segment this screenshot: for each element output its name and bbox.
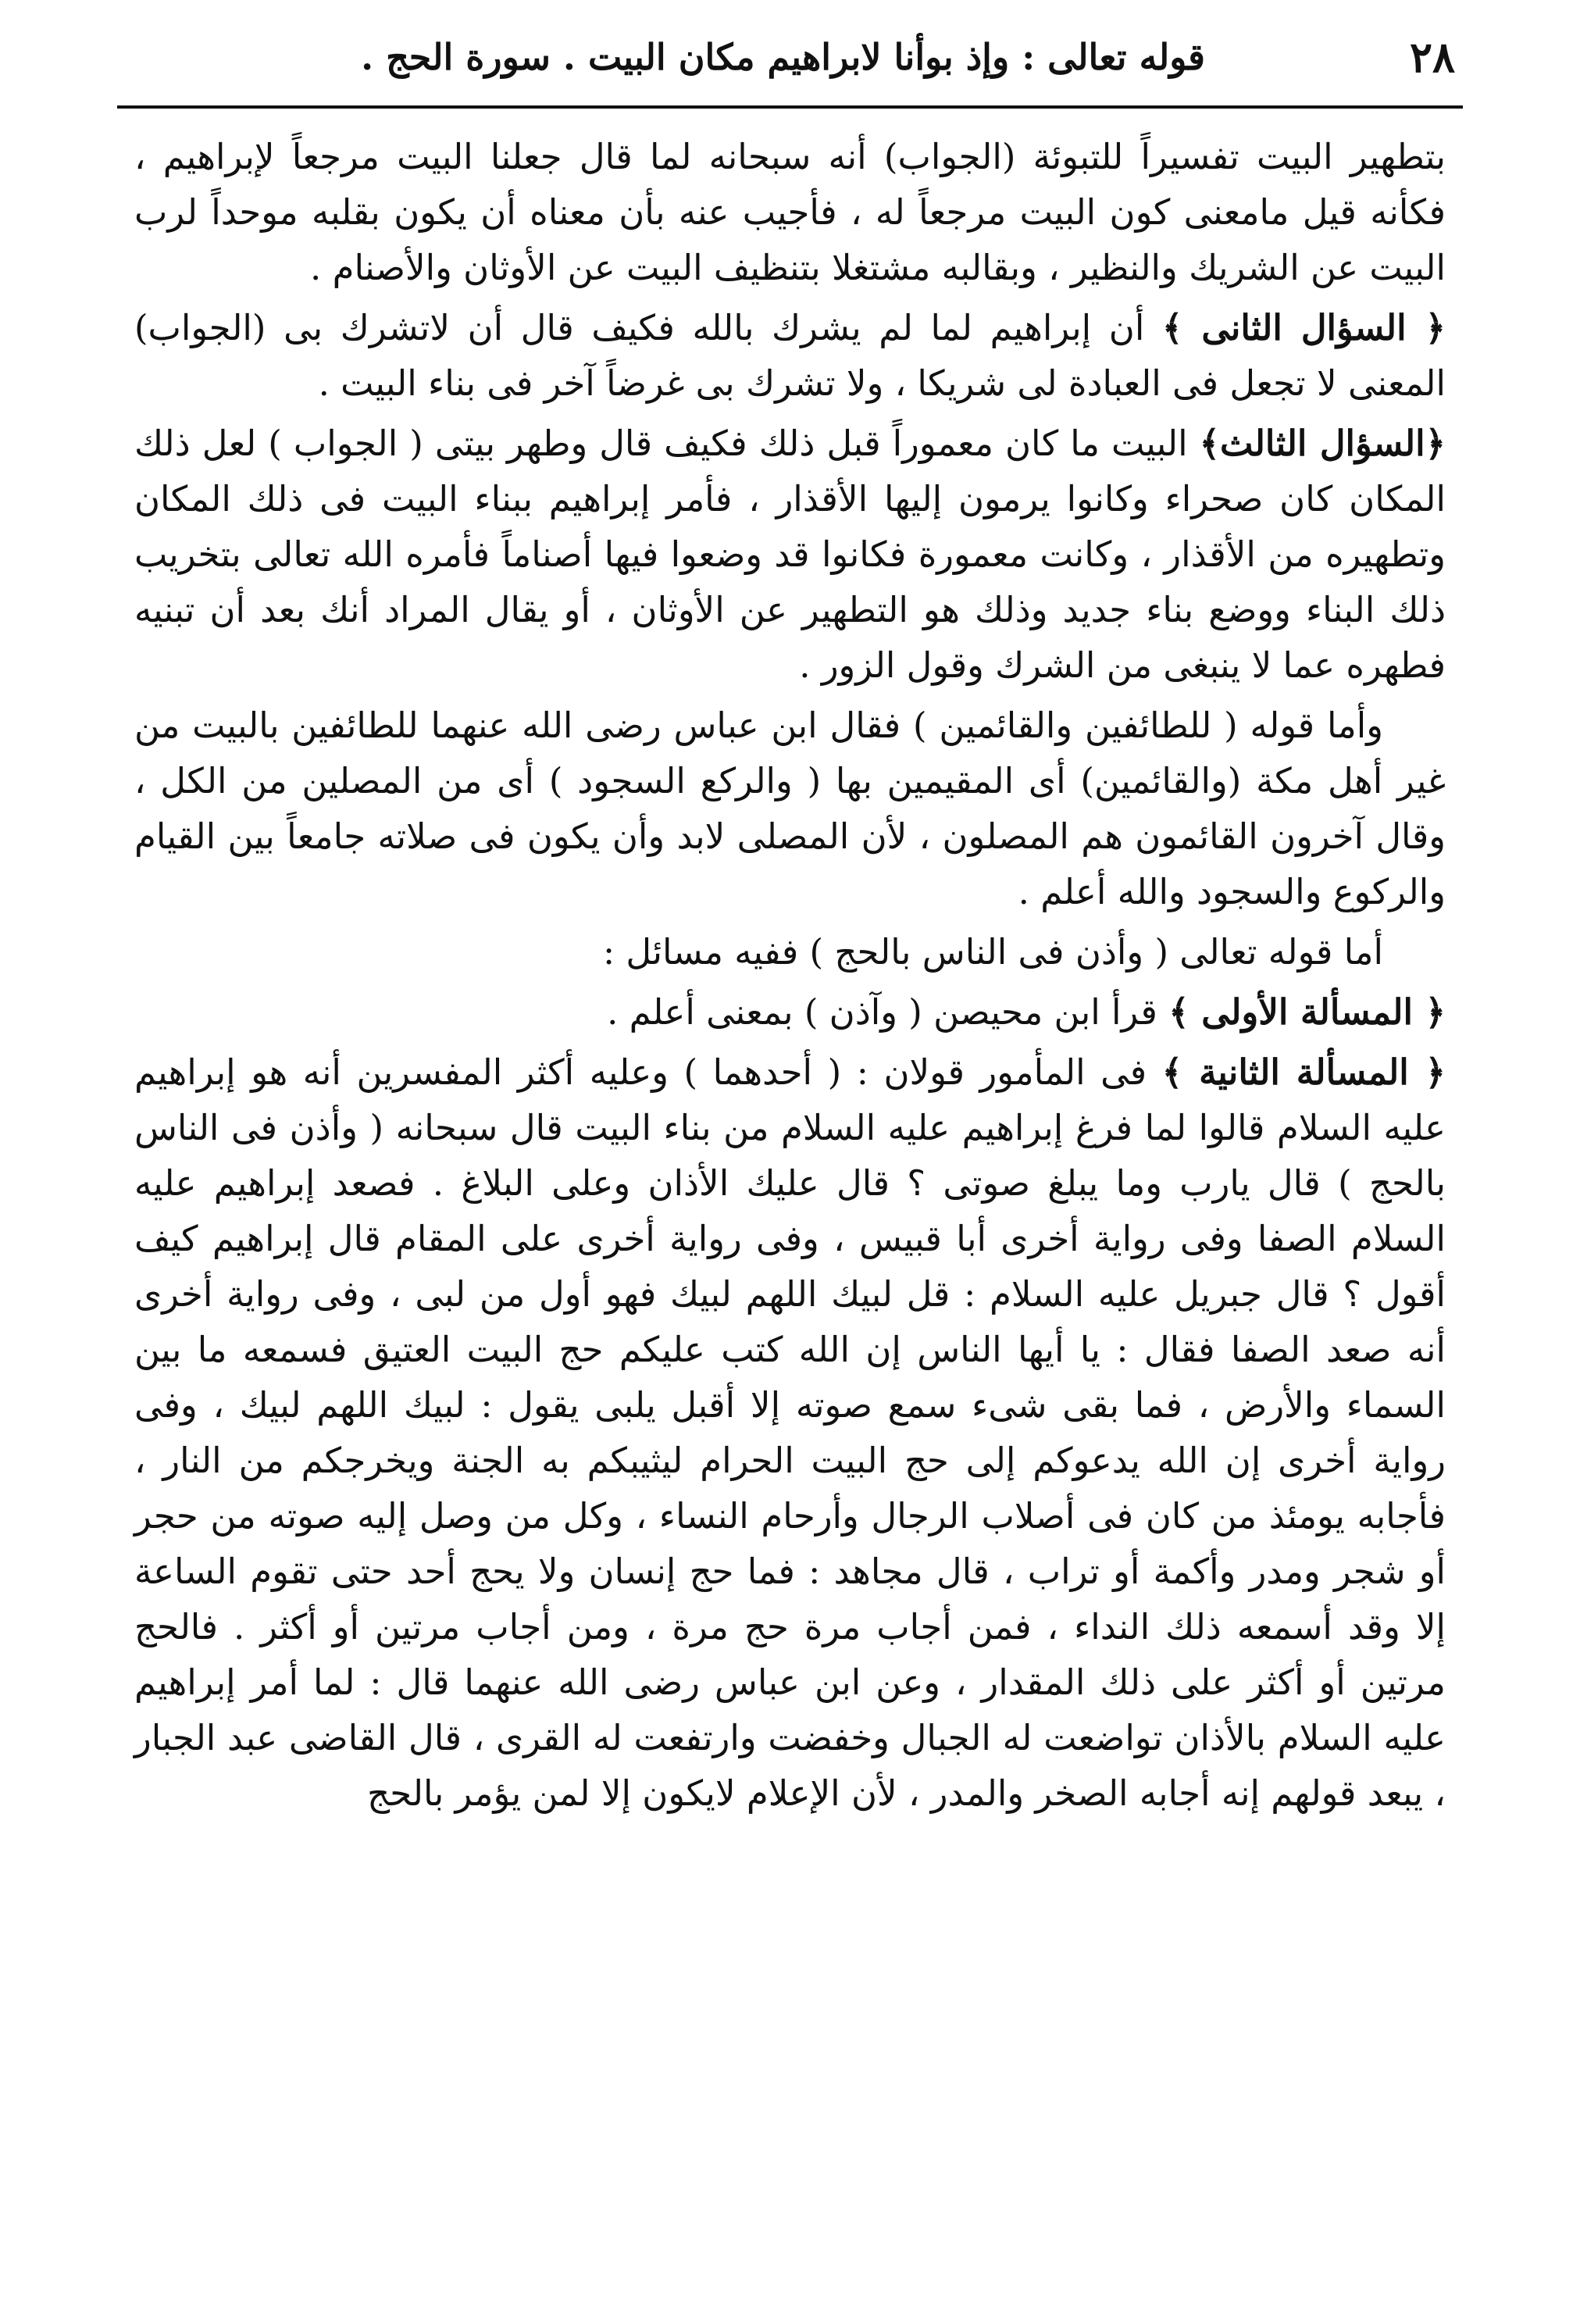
paragraph-text: فى المأمور قولان : ( أحدهما ) وعليه أكثر المفسرين أنه هو إبراهيم عليه السلام قالوا لما فرغ إبراهيم عليه السلام من بناء البيت قال سبحانه ( وأذن فى الناس بالحج ) قال يارب وما يبلغ صوتى ؟ قال عليك الأذان وعلى البلاغ . فصعد إبراهيم عليه السلام الصفا وفى رواية أخرى أبا قبيس ، وفى رواية أخرى على المقام قال إبراهيم كيف أقول ؟ قال جبريل عليه السلام : قل لبيك اللهم لبيك فهو أول من لبى ، وفى رواية أخرى أنه صعد الصفا فقال : يا أيها الناس إن الله كتب عليكم حج البيت العتيق فسمعه ما بين السماء والأرض ، فما بقى شىء سمع صوته إلا أقبل يلبى يقول : لبيك اللهم لبيك ، وفى رواية أخرى إن الله يدعوكم إلى حج البيت الحرام ليثيبكم به الجنة ويخرجكم من النار ، فأجابه يومئذ من كان فى أصلاب الرجال وأرحام النساء ، وكل من وصل إليه صوته من حجر أو شجر ومدر وأكمة أو تراب ، قال مجاهد : فما حج إنسان ولا يحج أحد حتى تقوم الساعة إلا وقد أسمعه ذلك النداء ، فمن أجاب مرة حج مرة ، ومن أجاب مرتين أو أكثر . فالحج مرتين أو أكثر على ذلك المقدار ، وعن ابن عباس رضى الله عنهما قال : لما أمر إبراهيم عليه السلام بالأذان تواضعت له الجبال وخفضت وارتفعت له القرى ، قال القاضى عبد الجبار ، يبعد قولهم إنه أجابه الصخر والمدر ، لأن الإعلام لايكون إلا لمن يؤمر بالحج [134,1051,1446,1814]
paragraph-text: أن إبراهيم لما لم يشرك بالله فكيف قال أن لاتشرك بى (الجواب) المعنى لا تجعل فى العبادة لى شريكا ، ولا تشرك بى غرضاً آخر فى بناء البيت . [134,307,1446,404]
paragraph-question-2 [134,300,1446,411]
section-heading: ﴿السؤال الثالث﴾ [1199,423,1446,464]
paragraph-issue-1 [134,984,1446,1040]
paragraph-text: البيت ما كان معموراً قبل ذلك فكيف قال وطهر بيتى ( الجواب ) لعل ذلك المكان كان صحراء وكانوا يرمون إليها الأقذار ، فأمر إبراهيم ببناء البيت فى ذلك المكان وتطهيره من الأقذار ، وكانت معمورة فكانوا قد وضعوا فيها أصناماً فأمره الله تعالى بتخريب ذلك البناء ووضع بناء جديد وذلك هو التطهير عن الأوثان ، أو يقال المراد أنك بعد أن تبنيه فطهره عما لا ينبغى من الشرك وقول الزور . [134,423,1446,686]
paragraph-intro-issues [134,924,1446,980]
body-text [134,129,1446,1826]
page-header [117,30,1463,92]
paragraph-text: بتطهير البيت تفسيراً للتبوئة (الجواب) أنه سبحانه لما قال جعلنا البيت مرجعاً لإبراهيم ، فكأنه قيل مامعنى كون البيت مرجعاً له ، فأجيب عنه بأن معناه أن يكون بقلبه موحداً لرب البيت عن الشريك والنظير ، وبقالبه مشتغلا بتنظيف البيت عن الأوثان والأصنام . [134,136,1446,288]
running-title: قوله تعالى : وإذ بوأنا لابراهيم مكان البيت . سورة الحج . [361,36,1205,78]
page-number: ٢٨ [1409,32,1455,82]
paragraph-text: أما قوله تعالى ( وأذن فى الناس بالحج ) ففيه مسائل : [602,931,1383,973]
header-rule [117,105,1463,109]
section-heading: ﴿ المسألة الأولى ﴾ [1168,991,1446,1033]
paragraph-question-3 [134,416,1446,693]
section-heading: ﴿ المسألة الثانية ﴾ [1161,1051,1446,1093]
paragraph-tawaf [134,698,1446,919]
section-heading: ﴿ السؤال الثانى ﴾ [1161,307,1446,348]
paragraph-issue-2 [134,1044,1446,1821]
paragraph-1 [134,129,1446,295]
paragraph-text: وأما قوله ( للطائفين والقائمين ) فقال ابن عباس رضى الله عنهما للطائفين بالبيت من غير أهل مكة (والقائمين) أى المقيمين بها ( والركع السجود ) أى من المصلين من الكل ، وقال آخرون القائمون هم المصلون ، لأن المصلى لابد وأن يكون فى صلاته جامعاً بين القيام والركوع والسجود والله أعلم . [134,705,1446,912]
paragraph-text: قرأ ابن محيصن ( وآذن ) بمعنى أعلم . [607,991,1157,1033]
